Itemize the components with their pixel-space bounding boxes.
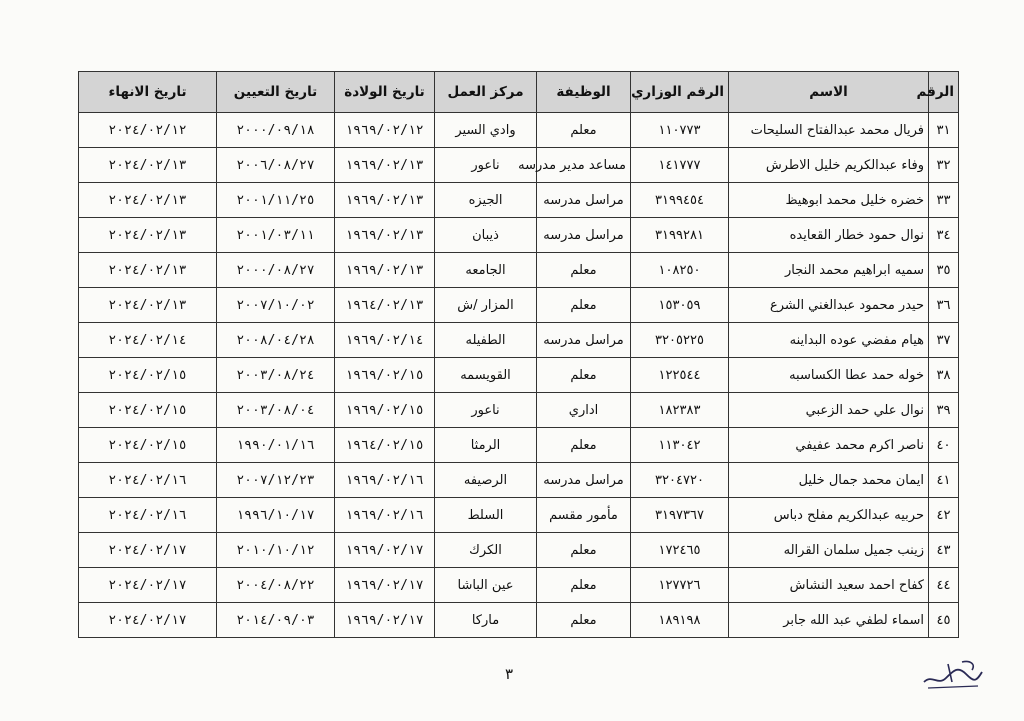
header-birth-date: تاريخ الولادة — [335, 72, 435, 113]
cell-work-center: عين الباشا — [435, 568, 537, 603]
cell-birth-date: ١٩٦٩/٠٢/١٧ — [335, 533, 435, 568]
cell-ministerial-id: ١١٣٠٤٢ — [631, 428, 729, 463]
table-row — [79, 498, 959, 533]
cell-name: ناصر اكرم محمد عفيفي — [729, 428, 929, 463]
cell-job: معلم — [537, 428, 631, 463]
cell-ministerial-id: ١٧٢٤٦٥ — [631, 533, 729, 568]
header-job: الوظيفة — [537, 72, 631, 113]
cell-name: اسماء لطفي عبد الله جابر — [729, 603, 929, 638]
cell-ministerial-id: ٣٢٠٥٢٢٥ — [631, 323, 729, 358]
table-row — [79, 568, 959, 603]
cell-name: نوال حمود خطار القعايده — [729, 218, 929, 253]
cell-end-date: ٢٠٢٤/٠٢/١٧ — [79, 533, 217, 568]
cell-work-center: ناعور — [435, 148, 537, 183]
cell-name: حربيه عبدالكريم مفلح دباس — [729, 498, 929, 533]
table-row — [79, 183, 959, 218]
cell-end-date: ٢٠٢٤/٠٢/١٢ — [79, 113, 217, 148]
cell-job: مساعد مدير مدرسه — [537, 148, 631, 183]
cell-job: معلم — [537, 603, 631, 638]
cell-appointment-date: ٢٠٠٠/٠٨/٢٧ — [217, 253, 335, 288]
cell-num: ٣٨ — [929, 358, 959, 393]
cell-job: معلم — [537, 253, 631, 288]
cell-appointment-date: ٢٠٠٨/٠٤/٢٨ — [217, 323, 335, 358]
cell-job: مراسل مدرسه — [537, 323, 631, 358]
header-num: الرقم — [929, 72, 959, 113]
cell-ministerial-id: ١٨٩١٩٨ — [631, 603, 729, 638]
cell-num: ٣٦ — [929, 288, 959, 323]
cell-ministerial-id: ٣١٩٧٣٦٧ — [631, 498, 729, 533]
cell-job: معلم — [537, 533, 631, 568]
cell-appointment-date: ٢٠٠٧/١٠/٠٢ — [217, 288, 335, 323]
cell-end-date: ٢٠٢٤/٠٢/١٦ — [79, 498, 217, 533]
cell-name: ايمان محمد جمال خليل — [729, 463, 929, 498]
cell-appointment-date: ٢٠٠٣/٠٨/٠٤ — [217, 393, 335, 428]
cell-birth-date: ١٩٦٩/٠٢/١٧ — [335, 568, 435, 603]
cell-num: ٤٣ — [929, 533, 959, 568]
cell-num: ٤١ — [929, 463, 959, 498]
cell-appointment-date: ١٩٩٠/٠١/١٦ — [217, 428, 335, 463]
cell-end-date: ٢٠٢٤/٠٢/١٣ — [79, 218, 217, 253]
cell-birth-date: ١٩٦٩/٠٢/١٣ — [335, 253, 435, 288]
header-appointment-date: تاريخ التعيين — [217, 72, 335, 113]
cell-ministerial-id: ١٢٢٥٤٤ — [631, 358, 729, 393]
cell-birth-date: ١٩٦٩/٠٢/١٣ — [335, 183, 435, 218]
cell-name: حيدر محمود عبدالغني الشرع — [729, 288, 929, 323]
cell-name: فريال محمد عبدالفتاح السليحات — [729, 113, 929, 148]
cell-ministerial-id: ٣٢٠٤٧٢٠ — [631, 463, 729, 498]
cell-work-center: المزار /ش — [435, 288, 537, 323]
cell-name: هيام مفضي عوده البداينه — [729, 323, 929, 358]
page-number: ٣ — [505, 665, 514, 683]
table-row — [79, 393, 959, 428]
table-row — [79, 288, 959, 323]
cell-birth-date: ١٩٦٩/٠٢/١٥ — [335, 358, 435, 393]
cell-end-date: ٢٠٢٤/٠٢/١٣ — [79, 183, 217, 218]
cell-end-date: ٢٠٢٤/٠٢/١٥ — [79, 393, 217, 428]
header-ministerial-id: الرقم الوزاري — [631, 72, 729, 113]
cell-end-date: ٢٠٢٤/٠٢/١٧ — [79, 603, 217, 638]
cell-work-center: الرمثا — [435, 428, 537, 463]
cell-end-date: ٢٠٢٤/٠٢/١٦ — [79, 463, 217, 498]
cell-work-center: ذيبان — [435, 218, 537, 253]
cell-num: ٣١ — [929, 113, 959, 148]
cell-ministerial-id: ١٢٧٧٢٦ — [631, 568, 729, 603]
cell-job: معلم — [537, 568, 631, 603]
table-row — [79, 253, 959, 288]
cell-end-date: ٢٠٢٤/٠٢/١٣ — [79, 288, 217, 323]
cell-num: ٣٤ — [929, 218, 959, 253]
cell-job: مأمور مقسم — [537, 498, 631, 533]
cell-job: اداري — [537, 393, 631, 428]
cell-appointment-date: ٢٠٠٣/٠٨/٢٤ — [217, 358, 335, 393]
cell-birth-date: ١٩٦٤/٠٢/١٣ — [335, 288, 435, 323]
cell-num: ٣٢ — [929, 148, 959, 183]
cell-work-center: ناعور — [435, 393, 537, 428]
cell-name: زينب جميل سلمان القراله — [729, 533, 929, 568]
cell-num: ٤٢ — [929, 498, 959, 533]
cell-appointment-date: ٢٠٠٤/٠٨/٢٢ — [217, 568, 335, 603]
staff-table — [78, 71, 959, 638]
cell-birth-date: ١٩٦٩/٠٢/١٣ — [335, 148, 435, 183]
cell-work-center: وادي السير — [435, 113, 537, 148]
cell-appointment-date: ٢٠٠٠/٠٩/١٨ — [217, 113, 335, 148]
cell-num: ٣٩ — [929, 393, 959, 428]
table-row — [79, 428, 959, 463]
cell-num: ٤٠ — [929, 428, 959, 463]
cell-job: معلم — [537, 113, 631, 148]
signature-mark — [918, 652, 988, 692]
cell-work-center: السلط — [435, 498, 537, 533]
cell-job: مراسل مدرسه — [537, 463, 631, 498]
cell-birth-date: ١٩٦٤/٠٢/١٥ — [335, 428, 435, 463]
cell-appointment-date: ٢٠٠١/١١/٢٥ — [217, 183, 335, 218]
cell-appointment-date: ٢٠٠٧/١٢/٢٣ — [217, 463, 335, 498]
cell-name: خوله حمد عطا الكساسبه — [729, 358, 929, 393]
cell-end-date: ٢٠٢٤/٠٢/١٣ — [79, 148, 217, 183]
table-row — [79, 148, 959, 183]
cell-end-date: ٢٠٢٤/٠٢/١٥ — [79, 358, 217, 393]
cell-work-center: الرصيفه — [435, 463, 537, 498]
cell-end-date: ٢٠٢٤/٠٢/١٥ — [79, 428, 217, 463]
cell-work-center: الجامعه — [435, 253, 537, 288]
cell-appointment-date: ٢٠٠٦/٠٨/٢٧ — [217, 148, 335, 183]
header-end-date: تاريخ الانهاء — [79, 72, 217, 113]
cell-work-center: القويسمه — [435, 358, 537, 393]
table-row — [79, 463, 959, 498]
cell-ministerial-id: ١٤١٧٧٧ — [631, 148, 729, 183]
cell-ministerial-id: ٣١٩٩٢٨١ — [631, 218, 729, 253]
cell-name: وفاء عبدالكريم خليل الاطرش — [729, 148, 929, 183]
cell-num: ٣٣ — [929, 183, 959, 218]
cell-end-date: ٢٠٢٤/٠٢/١٧ — [79, 568, 217, 603]
cell-appointment-date: ٢٠١٠/١٠/١٢ — [217, 533, 335, 568]
cell-name: نوال علي حمد الزعبي — [729, 393, 929, 428]
cell-birth-date: ١٩٦٩/٠٢/١٢ — [335, 113, 435, 148]
cell-birth-date: ١٩٦٩/٠٢/١٤ — [335, 323, 435, 358]
cell-ministerial-id: ١٥٣٠٥٩ — [631, 288, 729, 323]
cell-appointment-date: ٢٠١٤/٠٩/٠٣ — [217, 603, 335, 638]
cell-appointment-date: ٢٠٠١/٠٣/١١ — [217, 218, 335, 253]
cell-ministerial-id: ١٨٢٣٨٣ — [631, 393, 729, 428]
cell-ministerial-id: ١٠٨٢٥٠ — [631, 253, 729, 288]
cell-work-center: ماركا — [435, 603, 537, 638]
cell-name: سميه ابراهيم محمد النجار — [729, 253, 929, 288]
cell-appointment-date: ١٩٩٦/١٠/١٧ — [217, 498, 335, 533]
table-row — [79, 533, 959, 568]
cell-job: معلم — [537, 288, 631, 323]
cell-work-center: الكرك — [435, 533, 537, 568]
table-row — [79, 218, 959, 253]
cell-birth-date: ١٩٦٩/٠٢/١٦ — [335, 498, 435, 533]
cell-job: معلم — [537, 358, 631, 393]
cell-name: خضره خليل محمد ابوهيظ — [729, 183, 929, 218]
cell-job: مراسل مدرسه — [537, 218, 631, 253]
cell-ministerial-id: ١١٠٧٧٣ — [631, 113, 729, 148]
cell-num: ٣٥ — [929, 253, 959, 288]
cell-ministerial-id: ٣١٩٩٤٥٤ — [631, 183, 729, 218]
header-work-center: مركز العمل — [435, 72, 537, 113]
cell-num: ٣٧ — [929, 323, 959, 358]
header-name: الاسم — [729, 72, 929, 113]
cell-birth-date: ١٩٦٩/٠٢/١٣ — [335, 218, 435, 253]
table-row — [79, 113, 959, 148]
cell-birth-date: ١٩٦٩/٠٢/١٥ — [335, 393, 435, 428]
table-row — [79, 323, 959, 358]
cell-name: كفاح احمد سعيد النشاش — [729, 568, 929, 603]
cell-num: ٤٤ — [929, 568, 959, 603]
cell-end-date: ٢٠٢٤/٠٢/١٤ — [79, 323, 217, 358]
cell-job: مراسل مدرسه — [537, 183, 631, 218]
cell-end-date: ٢٠٢٤/٠٢/١٣ — [79, 253, 217, 288]
table-row — [79, 603, 959, 638]
cell-work-center: الطفيله — [435, 323, 537, 358]
table-row — [79, 358, 959, 393]
cell-birth-date: ١٩٦٩/٠٢/١٧ — [335, 603, 435, 638]
cell-work-center: الجيزه — [435, 183, 537, 218]
cell-num: ٤٥ — [929, 603, 959, 638]
cell-birth-date: ١٩٦٩/٠٢/١٦ — [335, 463, 435, 498]
table-header-row — [79, 72, 959, 113]
